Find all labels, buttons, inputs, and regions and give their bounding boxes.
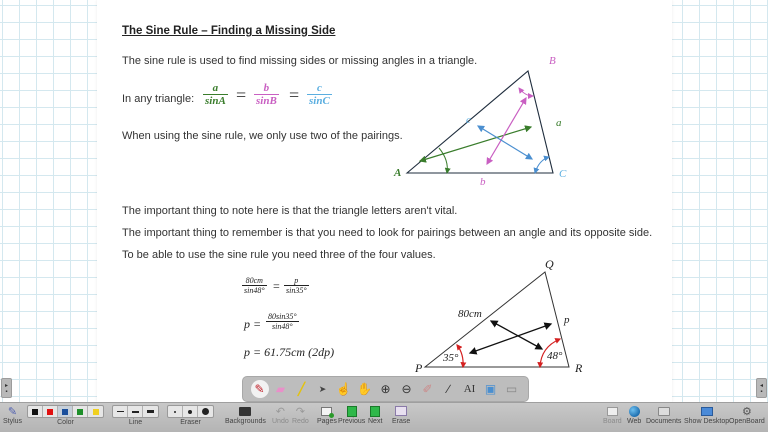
marker-tool-icon[interactable]: ╱: [297, 382, 306, 396]
interact-tool-icon[interactable]: ☝: [336, 382, 351, 396]
line-medium-option[interactable]: [128, 406, 143, 417]
line-tool-icon[interactable]: ∕: [447, 382, 450, 396]
desktop-icon: [700, 405, 714, 417]
working-frac-80cm: 80cm sin48°: [244, 276, 265, 295]
line-thin-option[interactable]: [113, 406, 128, 417]
side-b-label: b: [480, 176, 486, 188]
formula-b-over-sinB: b sinB: [256, 82, 277, 107]
vertex-Q-label: Q: [545, 257, 554, 271]
selector-tool-icon[interactable]: ➤: [318, 383, 327, 394]
working-p-equals: p =: [244, 317, 262, 331]
line-thick-option[interactable]: [143, 406, 158, 417]
hand-tool-icon[interactable]: ✋: [357, 382, 372, 396]
show-desktop-button[interactable]: Show Desktop: [684, 405, 729, 425]
vertex-A-label: A: [394, 167, 402, 179]
page-title: The Sine Rule – Finding a Missing Side: [122, 25, 336, 37]
color-black-swatch[interactable]: [28, 406, 43, 417]
color-group: Color: [27, 405, 104, 426]
note-three-values: To be able to use the sine rule you need three of the four values.: [122, 249, 436, 261]
board-page[interactable]: [97, 0, 672, 402]
openboard-gear-icon: ⚙: [741, 405, 752, 418]
left-panel-toggle[interactable]: ▸ ▪: [1, 378, 12, 398]
add-page-icon: [320, 405, 334, 417]
working-frac-80sin35: 80sin35° sin48°: [268, 312, 297, 331]
pages-button[interactable]: Pages: [317, 405, 337, 425]
side-c-label: c: [466, 114, 471, 126]
previous-page-icon: [345, 405, 359, 417]
redo-icon: ↷: [295, 405, 305, 418]
color-yellow-swatch[interactable]: [88, 406, 103, 417]
board-icon: [605, 405, 619, 417]
working-equals: =: [273, 279, 280, 293]
vertex-P-label: P: [415, 361, 423, 375]
erase-all-button[interactable]: Erase: [392, 405, 410, 425]
floating-tool-palette: [242, 376, 529, 402]
board-mode-button[interactable]: Board: [603, 405, 622, 425]
formula-c-over-sinC: c sinC: [309, 82, 330, 107]
equals-sign: =: [289, 85, 300, 105]
erase-all-icon: [394, 405, 408, 417]
next-page-button[interactable]: Next: [368, 405, 382, 425]
next-page-icon: [368, 405, 382, 417]
eraser-small-option[interactable]: [168, 406, 183, 417]
previous-page-button[interactable]: Previous: [338, 405, 365, 425]
redo-button[interactable]: ↷ Redo: [292, 405, 309, 425]
color-red-swatch[interactable]: [43, 406, 58, 417]
capture-tool-icon[interactable]: ▣: [484, 382, 497, 396]
equals-sign: =: [236, 85, 247, 105]
eraser-medium-option[interactable]: [183, 406, 198, 417]
bottom-toolbar: [0, 402, 768, 432]
vertex-B-label: B: [549, 55, 556, 67]
backgrounds-button[interactable]: Backgrounds: [225, 405, 266, 425]
eraser-size-group: Eraser: [167, 405, 214, 426]
openboard-menu-button[interactable]: ⚙ OpenBoard: [729, 405, 765, 425]
triangle-pqr-diagram: [97, 0, 672, 400]
eraser-large-option[interactable]: [198, 406, 213, 417]
color-green-swatch[interactable]: [73, 406, 88, 417]
angle-35-label: 35°: [443, 352, 459, 364]
undo-button[interactable]: ↶ Undo: [272, 405, 289, 425]
keyboard-tool-icon[interactable]: ▭: [505, 382, 518, 396]
side-80cm-label: 80cm: [458, 308, 482, 320]
zoom-in-icon[interactable]: ⊕: [380, 382, 391, 396]
color-blue-swatch[interactable]: [58, 406, 73, 417]
line-width-group: Line: [112, 405, 159, 426]
vertex-R-label: R: [575, 361, 583, 375]
side-a-label: a: [556, 117, 562, 129]
any-triangle-label: In any triangle:: [122, 93, 195, 105]
working-frac-p: p sin35°: [286, 276, 307, 295]
pairings-note: When using the sine rule, we only use two of the pairings.: [122, 130, 403, 142]
eraser-tool-icon[interactable]: ▰: [275, 382, 286, 396]
intro-text: The sine rule is used to find missing sides or missing angles in a triangle.: [122, 55, 478, 67]
note-letters: The important thing to note here is that the triangle letters aren't vital.: [122, 205, 458, 217]
globe-icon: [627, 405, 641, 417]
documents-mode-button[interactable]: Documents: [646, 405, 681, 425]
text-tool-icon[interactable]: AI: [463, 383, 476, 395]
zoom-out-icon[interactable]: ⊖: [401, 382, 412, 396]
pen-tool-icon[interactable]: ✎: [251, 380, 269, 398]
folder-icon: [657, 405, 671, 417]
vertex-C-label: C: [559, 168, 567, 180]
stylus-icon: ✎: [7, 405, 18, 418]
backgrounds-icon: [238, 405, 252, 417]
side-p-label: p: [564, 314, 570, 326]
undo-icon: ↶: [275, 405, 285, 418]
web-mode-button[interactable]: Web: [627, 405, 641, 425]
note-pairings: The important thing to remember is that you need to look for pairings between an angle and its opposite side.: [122, 227, 653, 239]
right-panel-toggle[interactable]: ◂ ▪: [756, 378, 767, 398]
stylus-button[interactable]: ✎ Stylus: [3, 405, 23, 425]
angle-48-label: 48°: [547, 350, 563, 362]
formula-a-over-sinA: a sinA: [205, 82, 226, 107]
working-result: p = 61.75cm (2dp): [244, 345, 335, 359]
laser-pointer-icon[interactable]: ✐: [422, 382, 433, 396]
